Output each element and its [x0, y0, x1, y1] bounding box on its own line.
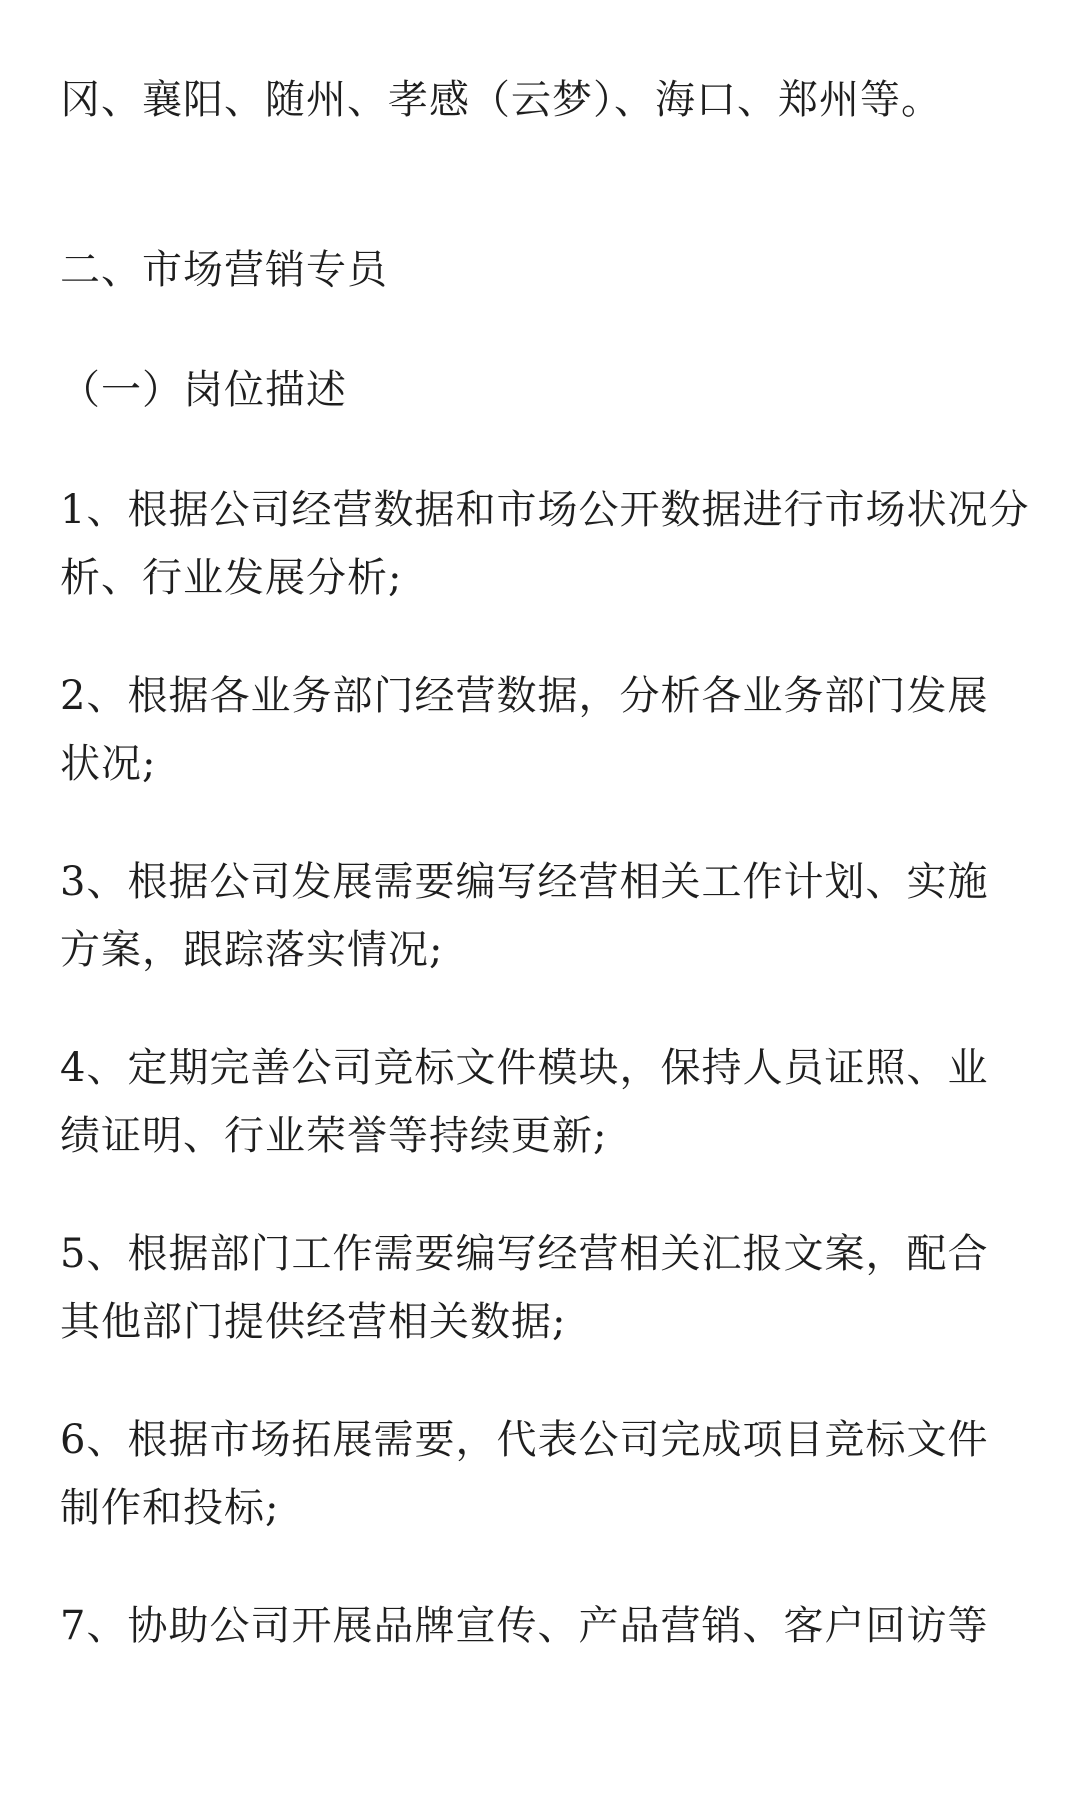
list-item-1-line-1: 1、根据公司经营数据和市场公开数据进行市场状况分	[60, 487, 1030, 533]
list-item-1-line-2: 析、行业发展分析;	[60, 555, 403, 601]
list-item-2-line-1: 2、根据各业务部门经营数据，分析各业务部门发展	[60, 673, 989, 719]
list-item-5-line-1: 5、根据部门工作需要编写经营相关汇报文案，配合	[60, 1231, 989, 1277]
intro-text-line: 冈、襄阳、随州、孝感（云梦）、海口、郑州等。	[60, 77, 942, 123]
list-item-6-line-2: 制作和投标;	[60, 1485, 280, 1531]
subsection-heading: （一）岗位描述	[60, 367, 347, 413]
list-item-7-line-1: 7、协助公司开展品牌宣传、产品营销、客户回访等	[60, 1603, 989, 1649]
list-item-4-line-1: 4、定期完善公司竞标文件模块，保持人员证照、业	[60, 1045, 989, 1091]
list-item-2-line-2: 状况;	[60, 741, 157, 787]
section-heading: 二、市场营销专员	[60, 247, 388, 293]
list-item-3-line-1: 3、根据公司发展需要编写经营相关工作计划、实施	[60, 859, 989, 905]
list-item-4-line-2: 绩证明、行业荣誉等持续更新;	[60, 1113, 608, 1159]
list-item-3-line-2: 方案，跟踪落实情况;	[60, 927, 444, 973]
list-item-5-line-2: 其他部门提供经营相关数据;	[60, 1299, 567, 1345]
list-item-6-line-1: 6、根据市场拓展需要，代表公司完成项目竞标文件	[60, 1417, 989, 1463]
